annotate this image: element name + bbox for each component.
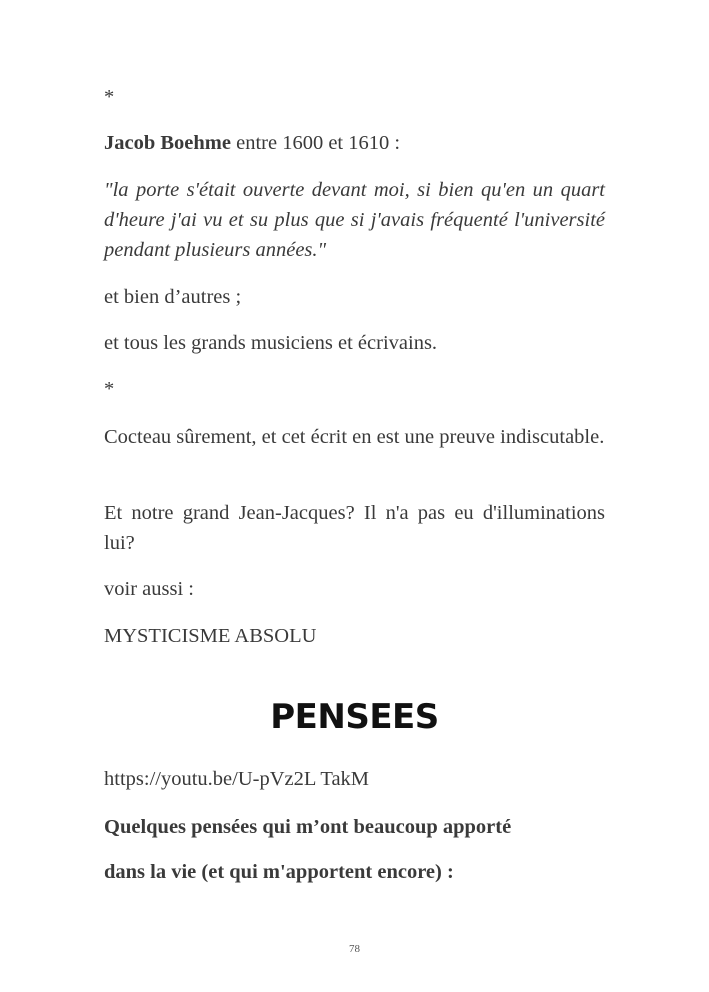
boehme-attribution <box>104 128 400 158</box>
paragraph-others: et bien d’autres ; <box>104 286 242 308</box>
intro-line-1: Quelques pensées qui m’ont beaucoup apporté <box>104 816 512 838</box>
section-separator: * <box>104 378 115 400</box>
author-name: Jacob Boehme <box>104 132 231 154</box>
section-heading: PENSEES <box>270 697 439 737</box>
see-also-link[interactable]: MYSTICISME ABSOLU <box>104 625 317 647</box>
see-also-label: voir aussi : <box>104 578 194 600</box>
intro-line-2: dans la vie (et qui m'apportent encore) : <box>104 861 454 883</box>
paragraph-musicians: et tous les grands musiciens et écrivains. <box>104 332 438 354</box>
author-dates: entre 1600 et 1610 : <box>230 132 401 154</box>
page-number: 78 <box>349 943 360 955</box>
section-separator: * <box>104 86 115 108</box>
paragraph-jean-jacques: Et notre grand Jean-Jacques? Il n'a pas eu d'illuminations lui? <box>104 502 605 554</box>
paragraph-cocteau: Cocteau sûrement, et cet écrit en est une preuve indiscutable. <box>104 426 605 448</box>
boehme-quote: "la porte s'était ouverte devant moi, si bien qu'en un quart d'heure j'ai vu et su plus que si j'avais fréquenté l'université pendant plusieurs années." <box>104 179 605 261</box>
document-page <box>104 0 605 992</box>
youtube-link[interactable]: https://youtu.be/U-pVz2L TakM <box>104 768 370 790</box>
